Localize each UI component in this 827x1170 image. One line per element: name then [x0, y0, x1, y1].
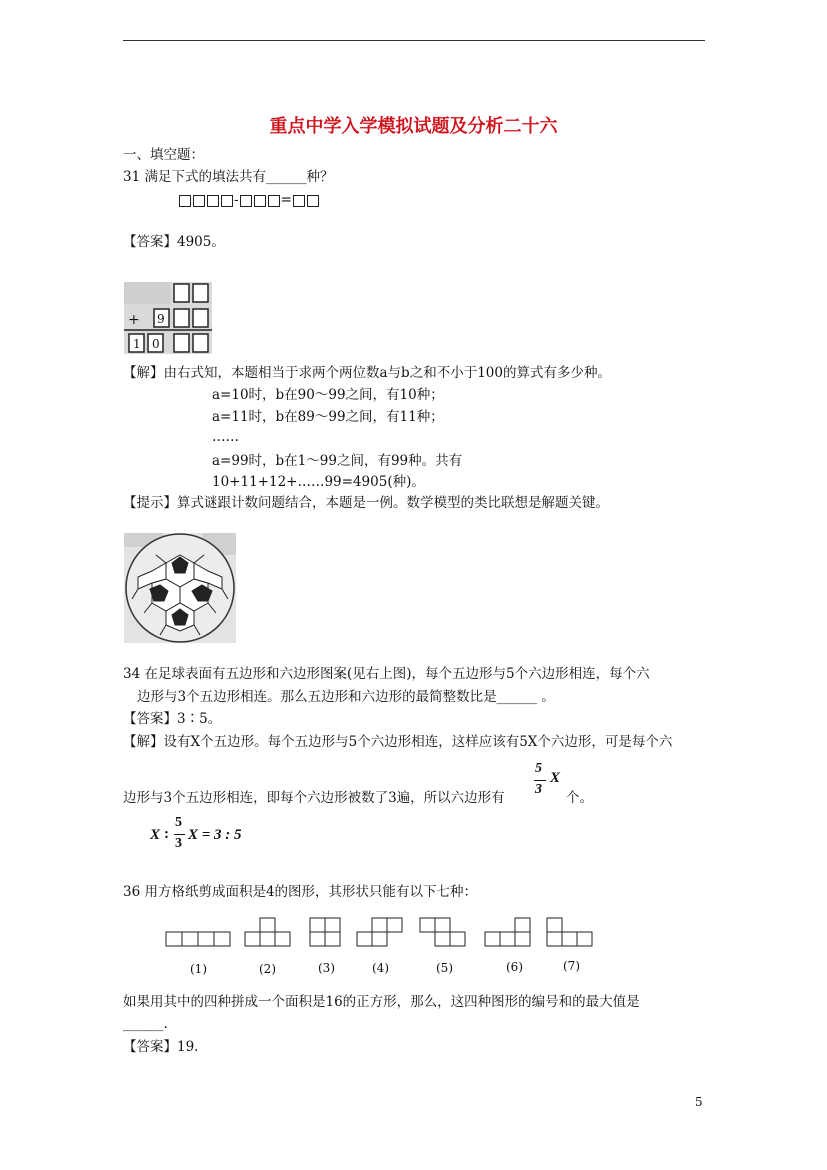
- shape-label: (7): [563, 959, 580, 973]
- q31-text: 31 满足下式的填法共有______种？: [123, 169, 334, 185]
- q31-solution-line: ……: [212, 429, 239, 445]
- q31-addition-figure: [124, 282, 212, 354]
- tetromino-shapes: [160, 912, 600, 950]
- fraction-bar: [534, 780, 546, 781]
- section-heading: 一、填空题：: [123, 147, 204, 163]
- fig-digit-zero: 0: [152, 337, 160, 351]
- q34-solution-line2: 边形与3个五边形相连，即每个六边形被数了3遍，所以六边形有: [123, 790, 505, 806]
- q31-solution-intro: 【解】由右式知，本题相当于求两个两位数a与b之和不小于100的算式有多少种。: [123, 365, 611, 381]
- shape-label: (1): [190, 962, 207, 976]
- q36-question-line1: 如果用其中的四种拼成一个面积是16的正方形，那么，这四种图形的编号和的最大值是: [123, 994, 640, 1010]
- q34-solution-line1: 【解】设有X个五边形。每个五边形与5个六边形相连，这样应该有5X个六边形，可是每个六: [123, 734, 673, 750]
- q36-text: 36 用方格纸剪成面积是4的图形，其形状只能有以下七种：: [123, 884, 478, 900]
- fig-digit-nine: 9: [157, 312, 165, 326]
- fraction-denominator: 3: [535, 782, 542, 797]
- tetromino-3: [310, 918, 340, 946]
- shape-label: (2): [259, 962, 276, 976]
- tetromino-2: [245, 918, 290, 946]
- tetromino-4: [357, 918, 402, 946]
- q34-text-line1: 34 在足球表面有五边形和六边形图案(见右上图)，每个五边形与5个六边形相连，每个六: [123, 666, 650, 682]
- q36-question-line2: ______.: [123, 1016, 168, 1032]
- fraction-variable: X: [550, 770, 561, 786]
- fig-plus-sign: +: [128, 312, 140, 328]
- header-rule: [123, 40, 705, 41]
- q31-equation: [178, 191, 320, 209]
- q31-equals: =: [280, 192, 292, 208]
- shape-label: (6): [506, 960, 523, 974]
- q34-text-line2: 边形与3个五边形相连。那么五边形和六边形的最简整数比是______ 。: [137, 689, 555, 705]
- q31-solution-line: a=99时，b在1～99之间，有99种。共有: [212, 453, 463, 469]
- tetromino-1: [166, 932, 230, 946]
- q31-answer: 【答案】4905。: [123, 234, 225, 250]
- ratio-frac-den: 3: [175, 836, 182, 851]
- q36-answer: 【答案】19.: [123, 1039, 199, 1055]
- tetromino-5: [420, 918, 465, 946]
- q34-answer: 【答案】3∶5。: [123, 711, 222, 727]
- fig-digit-one: 1: [133, 337, 141, 351]
- ratio-left-var: X: [150, 827, 161, 843]
- fraction-numerator: 5: [535, 761, 542, 776]
- shape-label: (4): [372, 961, 389, 975]
- ratio-fraction-bar: [174, 834, 185, 835]
- tetromino-6: [485, 918, 530, 946]
- ratio-right: X = 3 : 5: [188, 827, 242, 843]
- shape-label: (3): [318, 961, 335, 975]
- q31-solution-line: a=10时，b在90～99之间，有10种；: [212, 387, 444, 403]
- page-number: 5: [695, 1095, 703, 1109]
- q31-solution-line: 10+11+12+……99=4905(种)。: [212, 474, 425, 490]
- page-title: 重点中学入学模拟试题及分析二十六: [269, 116, 558, 137]
- q31-hint: 【提示】算式谜跟计数问题结合，本题是一例。数学模型的类比联想是解题关键。: [123, 495, 609, 511]
- tetromino-7: [547, 918, 592, 946]
- shape-label: (5): [436, 961, 453, 975]
- ratio-colon: :: [164, 826, 169, 842]
- soccer-ball-figure: [124, 533, 236, 643]
- q31-minus: -: [234, 192, 239, 208]
- q34-solution-unit: 个。: [566, 790, 593, 806]
- ratio-frac-num: 5: [175, 815, 182, 830]
- q31-solution-line: a=11时，b在89～99之间，有11种；: [212, 409, 444, 425]
